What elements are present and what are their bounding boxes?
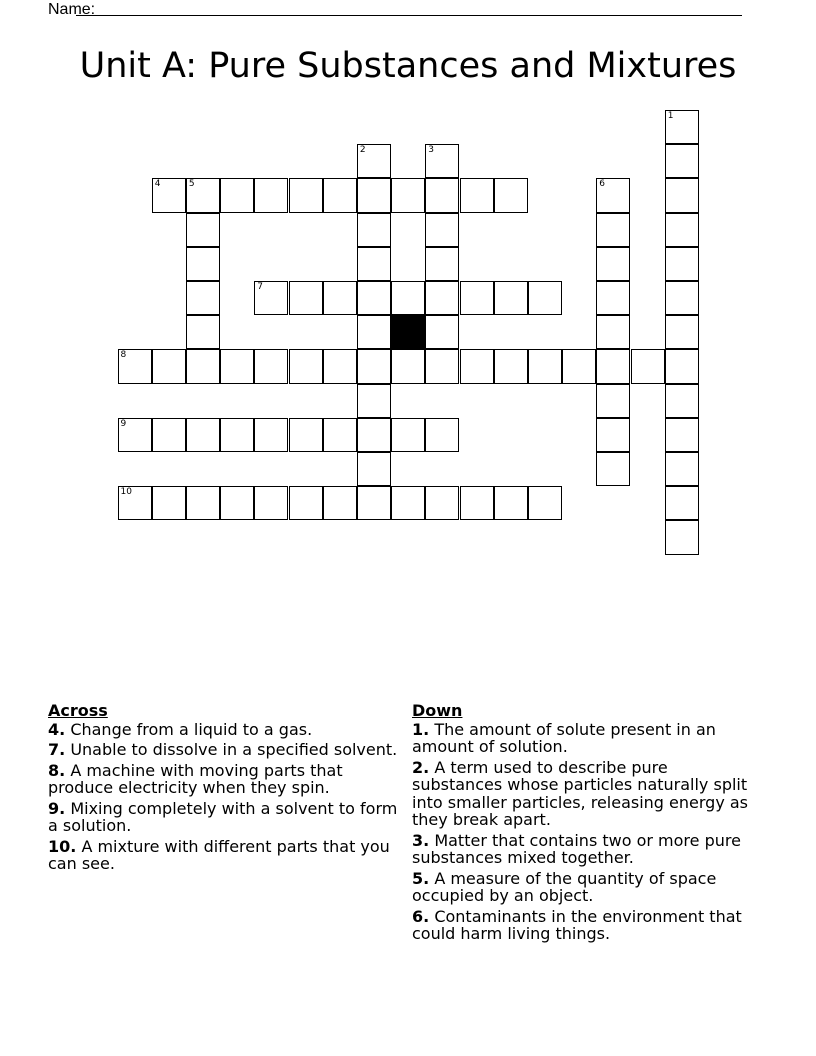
- clue-number: 6.: [412, 906, 430, 926]
- grid-cell[interactable]: [357, 281, 391, 315]
- grid-cell[interactable]: [152, 349, 186, 383]
- grid-cell[interactable]: [425, 178, 459, 212]
- down-heading: Down: [412, 701, 463, 720]
- grid-cell[interactable]: [425, 213, 459, 247]
- grid-cell[interactable]: [357, 178, 391, 212]
- clue-down-3: [412, 832, 752, 867]
- cell-number: 8: [120, 350, 127, 361]
- grid-cell[interactable]: [118, 486, 152, 520]
- grid-cell[interactable]: [357, 247, 391, 281]
- page-title: Unit A: Pure Substances and Mixtures: [79, 46, 737, 86]
- grid-cell[interactable]: [528, 486, 562, 520]
- grid-cell[interactable]: [357, 213, 391, 247]
- grid-cell[interactable]: [254, 178, 288, 212]
- clue-text: Matter that contains two or more pure substances mixed together.: [412, 830, 741, 867]
- grid-cell[interactable]: [596, 384, 630, 418]
- grid-cell[interactable]: [665, 213, 699, 247]
- grid-cell[interactable]: [323, 486, 357, 520]
- grid-cell[interactable]: [186, 247, 220, 281]
- cell-number: 1: [667, 111, 674, 121]
- grid-cell[interactable]: [665, 178, 699, 212]
- clue-text: Unable to dissolve in a specified solvent.: [70, 740, 398, 759]
- grid-cell[interactable]: [254, 418, 288, 452]
- grid-cell[interactable]: [254, 281, 288, 315]
- clue-across-8: [48, 762, 400, 797]
- grid-cell[interactable]: [289, 418, 323, 452]
- grid-cell[interactable]: [494, 349, 528, 383]
- grid-cell[interactable]: [220, 349, 254, 383]
- grid-cell[interactable]: [596, 213, 630, 247]
- name-label: Name:: [48, 1, 96, 18]
- grid-cell[interactable]: [152, 178, 186, 212]
- grid-cell[interactable]: [425, 315, 459, 349]
- grid-cell[interactable]: [186, 349, 220, 383]
- grid-cell[interactable]: [665, 452, 699, 486]
- across-heading: Across: [48, 701, 108, 720]
- grid-cell[interactable]: [357, 384, 391, 418]
- grid-cell[interactable]: [323, 349, 357, 383]
- grid-cell[interactable]: [631, 349, 665, 383]
- grid-cell[interactable]: [596, 315, 630, 349]
- cell-number: 6: [599, 179, 606, 190]
- grid-cell[interactable]: [186, 315, 220, 349]
- grid-cell[interactable]: [528, 349, 562, 383]
- black-cell: [391, 315, 425, 349]
- grid-cell[interactable]: [425, 281, 459, 315]
- grid-cell[interactable]: [596, 178, 630, 212]
- grid-cell[interactable]: [186, 178, 220, 212]
- cell-number: 4: [154, 179, 161, 190]
- clue-text: Change from a liquid to a gas.: [70, 719, 313, 739]
- grid-cell[interactable]: [323, 281, 357, 315]
- grid-cell[interactable]: [596, 281, 630, 315]
- grid-cell[interactable]: [220, 486, 254, 520]
- grid-cell[interactable]: [152, 418, 186, 452]
- grid-cell[interactable]: [391, 349, 425, 383]
- grid-cell[interactable]: [118, 349, 152, 383]
- clue-number: 10.: [48, 836, 77, 856]
- grid-cell[interactable]: [186, 418, 220, 452]
- grid-cell[interactable]: [665, 486, 699, 520]
- cell-number: 5: [188, 179, 195, 190]
- grid-cell[interactable]: [665, 247, 699, 281]
- grid-cell[interactable]: [596, 452, 630, 486]
- grid-cell[interactable]: [152, 486, 186, 520]
- cell-number: 7: [257, 282, 264, 292]
- grid-cell[interactable]: [186, 281, 220, 315]
- clue-across-7: [48, 741, 400, 759]
- grid-cell[interactable]: [391, 418, 425, 452]
- clue-text: Mixing completely with a solvent to form a solution.: [48, 798, 398, 835]
- grid-cell[interactable]: [460, 349, 494, 383]
- grid-cell[interactable]: [425, 349, 459, 383]
- grid-cell[interactable]: [220, 178, 254, 212]
- grid-cell[interactable]: [665, 110, 699, 144]
- grid-cell[interactable]: [665, 520, 699, 554]
- grid-cell[interactable]: [665, 315, 699, 349]
- grid-cell[interactable]: [596, 247, 630, 281]
- grid-cell[interactable]: [494, 178, 528, 212]
- clue-number: 5.: [412, 868, 430, 888]
- grid-cell[interactable]: [254, 486, 288, 520]
- grid-cell[interactable]: [357, 452, 391, 486]
- grid-cell[interactable]: [391, 281, 425, 315]
- grid-cell[interactable]: [289, 349, 323, 383]
- cell-number: 3: [428, 145, 435, 156]
- grid-cell[interactable]: [186, 486, 220, 520]
- clue-number: 8.: [48, 760, 66, 780]
- clue-text: A measure of the quantity of space occupied by an object.: [412, 868, 717, 905]
- grid-cell[interactable]: [357, 144, 391, 178]
- grid-cell[interactable]: [425, 144, 459, 178]
- grid-cell[interactable]: [186, 213, 220, 247]
- across-clues: [48, 702, 400, 876]
- grid-cell[interactable]: [118, 418, 152, 452]
- grid-cell[interactable]: [528, 281, 562, 315]
- grid-cell[interactable]: [254, 349, 288, 383]
- grid-cell[interactable]: [425, 486, 459, 520]
- grid-cell[interactable]: [665, 349, 699, 383]
- grid-cell[interactable]: [562, 349, 596, 383]
- clue-text: A mixture with different parts that you can see.: [48, 836, 390, 873]
- clue-down-6: [412, 908, 752, 943]
- grid-cell[interactable]: [665, 384, 699, 418]
- clue-down-1: [412, 721, 752, 756]
- grid-cell[interactable]: [460, 486, 494, 520]
- clue-text: The amount of solute present in an amount of solution.: [412, 719, 716, 756]
- clue-text: Contaminants in the environment that could harm living things.: [412, 906, 742, 943]
- grid-cell[interactable]: [220, 418, 254, 452]
- clue-text: A term used to describe pure substances whose particles naturally split into smaller particles, releasing energy as they break apart.: [412, 757, 749, 829]
- cell-number: 2: [359, 145, 366, 156]
- grid-cell[interactable]: [289, 486, 323, 520]
- clue-number: 1.: [412, 719, 430, 739]
- clue-down-2: [412, 759, 752, 829]
- grid-cell[interactable]: [460, 178, 494, 212]
- grid-cell[interactable]: [494, 281, 528, 315]
- clue-number: 7.: [48, 740, 66, 759]
- grid-cell[interactable]: [357, 418, 391, 452]
- grid-cell[interactable]: [289, 281, 323, 315]
- clue-number: 3.: [412, 830, 430, 850]
- clue-across-4: [48, 721, 400, 739]
- grid-cell[interactable]: [460, 281, 494, 315]
- clue-number: 4.: [48, 719, 66, 739]
- grid-cell[interactable]: [665, 281, 699, 315]
- grid-cell[interactable]: [596, 418, 630, 452]
- grid-cell[interactable]: [596, 349, 630, 383]
- grid-cell[interactable]: [357, 349, 391, 383]
- grid-cell[interactable]: [665, 144, 699, 178]
- cell-number: 9: [120, 418, 127, 429]
- grid-cell[interactable]: [357, 315, 391, 349]
- grid-cell[interactable]: [494, 486, 528, 520]
- grid-cell[interactable]: [323, 178, 357, 212]
- grid-cell[interactable]: [665, 418, 699, 452]
- grid-cell[interactable]: [391, 178, 425, 212]
- clue-number: 9.: [48, 798, 66, 818]
- down-clues: [412, 702, 752, 946]
- grid-cell[interactable]: [391, 486, 425, 520]
- grid-cell[interactable]: [323, 418, 357, 452]
- clue-across-10: [48, 838, 400, 873]
- grid-cell[interactable]: [425, 418, 459, 452]
- grid-cell[interactable]: [425, 247, 459, 281]
- cell-number: 10: [120, 487, 132, 498]
- clue-across-9: [48, 800, 400, 835]
- grid-cell[interactable]: [357, 486, 391, 520]
- clue-number: 2.: [412, 757, 430, 777]
- grid-cell[interactable]: [289, 178, 323, 212]
- clue-text: A machine with moving parts that produce electricity when they spin.: [48, 760, 343, 797]
- clue-down-5: [412, 870, 752, 905]
